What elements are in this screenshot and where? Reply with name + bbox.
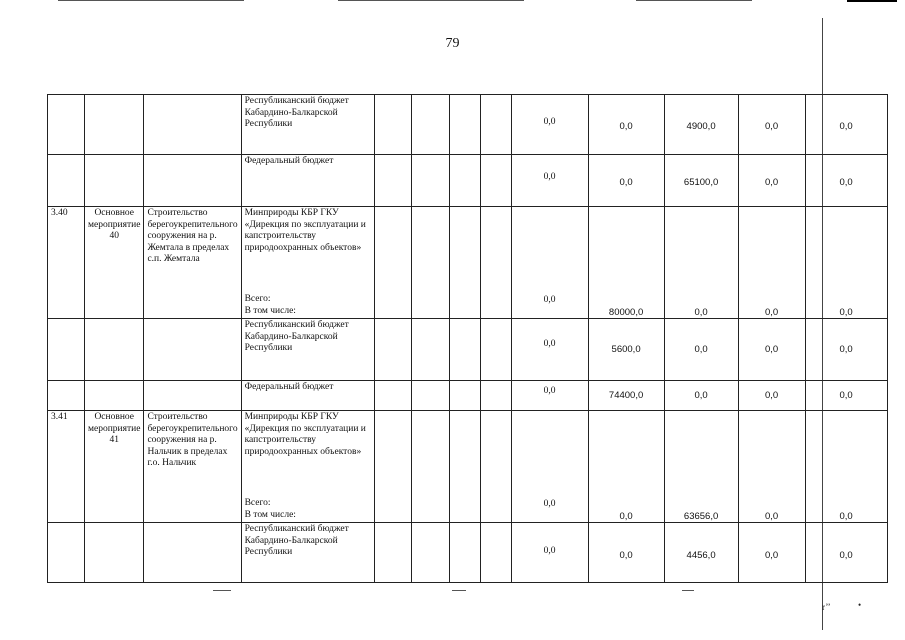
- empty-cell: [480, 381, 511, 411]
- funding-source: Федеральный бюджет: [244, 382, 334, 392]
- amount-cell: [511, 523, 588, 583]
- amount-value: 0,0: [839, 511, 853, 522]
- measure-type: Основное мероприятие 41: [85, 411, 144, 523]
- amount-cell: [738, 319, 805, 381]
- amount-cell: [511, 411, 588, 523]
- table-row: [48, 411, 888, 523]
- empty-cell: [374, 207, 411, 319]
- empty-cell: [411, 319, 449, 381]
- executor-and-source: [241, 381, 374, 411]
- subtotal-label: В том числе:: [244, 305, 296, 316]
- executor-and-source: [241, 411, 374, 523]
- bottom-scan-line: [682, 590, 694, 591]
- amount-cell: [738, 523, 805, 583]
- amount-value: 0,0: [619, 121, 633, 132]
- empty-cell: [411, 523, 449, 583]
- subtotal-label: В том числе:: [244, 509, 296, 520]
- amount-value: 4900,0: [686, 121, 716, 132]
- top-scan-line: [847, 0, 897, 2]
- amount-value: 0,0: [543, 339, 556, 349]
- top-scan-line: [636, 0, 752, 1]
- amount-value: 0,0: [764, 177, 779, 188]
- row-number: [48, 523, 85, 583]
- amount-cell: [738, 381, 805, 411]
- amount-value: 0,0: [764, 511, 779, 522]
- empty-cell: [411, 411, 449, 523]
- amount-cell: [511, 155, 588, 207]
- executor-and-source: [241, 155, 374, 207]
- amount-cell: [664, 411, 738, 523]
- amount-cell: [805, 381, 887, 411]
- empty-cell: [374, 95, 411, 155]
- amount-value: 0,0: [543, 546, 556, 556]
- empty-cell: [374, 319, 411, 381]
- amount-cell: [664, 523, 738, 583]
- executor-and-source: [241, 523, 374, 583]
- amount-cell: [664, 95, 738, 155]
- table-row: [48, 381, 888, 411]
- row-number: 3.40: [48, 207, 85, 319]
- amount-value: 65100,0: [683, 177, 719, 188]
- empty-cell: [374, 523, 411, 583]
- executor-and-source: [241, 207, 374, 319]
- funding-source: Республиканский бюджет Кабардино-Балкарской Республики: [244, 96, 349, 129]
- amount-cell: [805, 95, 887, 155]
- measure-type: [85, 381, 144, 411]
- margin-mark: r’’: [822, 602, 831, 612]
- table-row: [48, 207, 888, 319]
- amount-value: 0,0: [619, 177, 633, 188]
- empty-cell: [411, 95, 449, 155]
- table-row: [48, 95, 888, 155]
- page-number: 79: [445, 36, 460, 51]
- amount-value: 0,0: [839, 550, 853, 561]
- amount-cell: [738, 207, 805, 319]
- row-number: [48, 95, 85, 155]
- bottom-scan-line: [452, 590, 466, 591]
- amount-value: 0,0: [764, 344, 779, 355]
- empty-cell: [411, 155, 449, 207]
- measure-type: [85, 155, 144, 207]
- measure-name: Строительство берегоукрепительного сооружения на р. Нальчик в пределах г.о. Нальчик: [144, 411, 241, 523]
- amount-value: 0,0: [764, 390, 779, 401]
- empty-cell: [374, 155, 411, 207]
- amount-cell: [805, 523, 887, 583]
- measure-type: [85, 319, 144, 381]
- bottom-scan-line: [213, 590, 231, 591]
- amount-cell: [664, 319, 738, 381]
- measure-name: [144, 95, 241, 155]
- amount-value: 0,0: [619, 550, 633, 561]
- amount-value: 0,0: [839, 344, 853, 355]
- amount-cell: [511, 381, 588, 411]
- amount-cell: [588, 155, 664, 207]
- total-label: Всего:: [244, 294, 271, 304]
- table-row: [48, 319, 888, 381]
- amount-cell: [588, 411, 664, 523]
- row-number: [48, 319, 85, 381]
- empty-cell: [480, 523, 511, 583]
- empty-cell: [449, 207, 480, 319]
- empty-cell: [449, 95, 480, 155]
- empty-cell: [411, 207, 449, 319]
- amount-value: 0,0: [764, 121, 779, 132]
- top-scan-line: [338, 0, 524, 1]
- measure-type: [85, 95, 144, 155]
- amount-value: 0,0: [839, 307, 853, 318]
- amount-cell: [805, 411, 887, 523]
- amount-value: 0,0: [694, 344, 708, 355]
- amount-value: 0,0: [694, 390, 708, 401]
- amount-value: 0,0: [764, 307, 779, 318]
- row-number: [48, 381, 85, 411]
- amount-cell: [588, 381, 664, 411]
- funding-source: Федеральный бюджет: [244, 156, 334, 166]
- empty-cell: [449, 523, 480, 583]
- executor-text: Минприроды КБР ГКУ «Дирекция по эксплуатации и капстроительству природоохранных объектов»: [244, 208, 366, 253]
- amount-value: 0,0: [764, 550, 779, 561]
- amount-value: 0,0: [543, 172, 556, 182]
- empty-cell: [411, 381, 449, 411]
- amount-cell: [664, 155, 738, 207]
- amount-cell: [664, 381, 738, 411]
- amount-cell: [738, 411, 805, 523]
- table-row: [48, 523, 888, 583]
- row-number: 3.41: [48, 411, 85, 523]
- empty-cell: [374, 411, 411, 523]
- executor-and-source: [241, 319, 374, 381]
- amount-value: 80000,0: [608, 307, 644, 318]
- amount-value: 63656,0: [683, 511, 719, 522]
- amount-cell: [588, 319, 664, 381]
- amount-value: 0,0: [543, 295, 556, 305]
- measure-name: [144, 381, 241, 411]
- amount-value: 0,0: [543, 386, 556, 396]
- amount-cell: [664, 207, 738, 319]
- amount-cell: [511, 319, 588, 381]
- margin-mark: •: [858, 600, 862, 610]
- empty-cell: [480, 411, 511, 523]
- amount-cell: [805, 319, 887, 381]
- measure-name: Строительство берегоукрепительного сооружения на р. Жемтала в пределах с.п. Жемтала: [144, 207, 241, 319]
- amount-value: 0,0: [543, 499, 556, 509]
- empty-cell: [449, 319, 480, 381]
- empty-cell: [480, 95, 511, 155]
- amount-value: 0,0: [694, 307, 708, 318]
- measure-name: [144, 319, 241, 381]
- measure-name: [144, 155, 241, 207]
- amount-value: 0,0: [619, 511, 633, 522]
- amount-cell: [588, 95, 664, 155]
- amount-cell: [738, 95, 805, 155]
- empty-cell: [374, 381, 411, 411]
- measure-type: Основное мероприятие 40: [85, 207, 144, 319]
- empty-cell: [449, 381, 480, 411]
- top-scan-line: [58, 0, 244, 1]
- funding-source: Республиканский бюджет Кабардино-Балкарской Республики: [244, 524, 349, 557]
- empty-cell: [480, 155, 511, 207]
- amount-value: 0,0: [543, 117, 556, 127]
- amount-value: 0,0: [839, 390, 853, 401]
- amount-value: 74400,0: [608, 390, 644, 401]
- amount-cell: [738, 155, 805, 207]
- total-label: Всего:: [244, 498, 271, 508]
- amount-value: 0,0: [839, 177, 853, 188]
- empty-cell: [480, 319, 511, 381]
- amount-cell: [511, 95, 588, 155]
- empty-cell: [449, 411, 480, 523]
- amount-value: 4456,0: [686, 550, 716, 561]
- amount-cell: [588, 523, 664, 583]
- amount-value: 5600,0: [611, 344, 641, 355]
- executor-text: Минприроды КБР ГКУ «Дирекция по эксплуатации и капстроительству природоохранных объектов»: [244, 412, 366, 457]
- amount-cell: [511, 207, 588, 319]
- amount-cell: [805, 155, 887, 207]
- measure-type: [85, 523, 144, 583]
- measure-name: [144, 523, 241, 583]
- funding-source: Республиканский бюджет Кабардино-Балкарской Республики: [244, 320, 349, 353]
- executor-and-source: [241, 95, 374, 155]
- amount-cell: [588, 207, 664, 319]
- amount-cell: [805, 207, 887, 319]
- table-row: [48, 155, 888, 207]
- row-number: [48, 155, 85, 207]
- empty-cell: [449, 155, 480, 207]
- budget-table: [47, 94, 888, 583]
- empty-cell: [480, 207, 511, 319]
- amount-value: 0,0: [839, 121, 853, 132]
